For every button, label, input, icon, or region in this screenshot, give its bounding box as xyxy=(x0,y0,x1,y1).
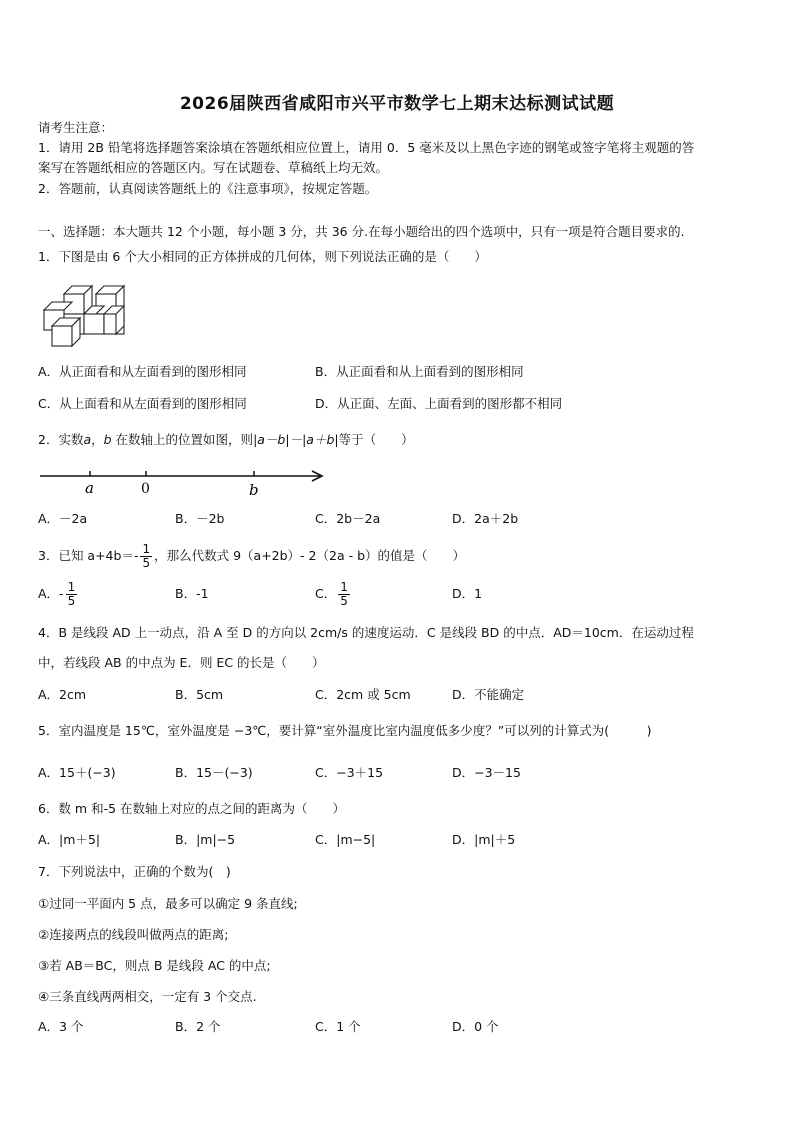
q2-option-a[interactable]: A．－2a xyxy=(38,511,88,526)
q2-option-d[interactable]: D．2a＋2b xyxy=(452,511,519,526)
q3-stem: 3．已知 a+4b＝- $\frac{1}{5}$ ，那么代数式 9（a+2b）- 2（2a - b）的值是（ ） xyxy=(38,542,465,570)
q2-stem: 2．实数a，b 在数轴上的位置如图，则|a－b|－|a＋b|等于（ ） xyxy=(38,432,414,447)
q4-option-a[interactable]: A．2cm xyxy=(38,687,87,702)
q2-option-b[interactable]: B．－2b xyxy=(175,511,225,526)
q7-option-d[interactable]: D．0 个 xyxy=(452,1019,499,1034)
q7-stem: 7．下列说法中，正确的个数为( ) xyxy=(38,864,231,879)
q2-option-c[interactable]: C．2b－2a xyxy=(315,511,381,526)
q3-option-d[interactable]: D．1 xyxy=(452,586,483,601)
q6-option-d[interactable]: D．|m|＋5 xyxy=(452,832,516,847)
q1-option-c[interactable]: C．从上面看和从左面看到的图形相同 xyxy=(38,396,247,411)
q6-option-a[interactable]: A．|m＋5| xyxy=(38,832,101,847)
q7-option-c[interactable]: C．1 个 xyxy=(315,1019,361,1034)
axis-label-b: b xyxy=(249,481,259,499)
notice-item-1b: 案写在答题纸相应的答题区内。写在试题卷、草稿纸上均无效。 xyxy=(38,160,389,175)
q4-line-1: 4．B 是线段 AD 上一动点，沿 A 至 D 的方向以 2cm/s 的速度运动．C 是线段 BD 的中点．AD＝10cm．在运动过程 xyxy=(38,625,694,640)
q3-option-a[interactable]: A．- $\frac{1}{5}$ xyxy=(38,580,76,608)
q3-fraction: $\frac{1}{5}$ xyxy=(142,542,151,570)
number-line-figure xyxy=(38,466,328,500)
q1-option-b[interactable]: B．从正面看和从上面看到的图形相同 xyxy=(315,364,524,379)
section-heading: 一、选择题：本大题共 12 个小题，每小题 3 分，共 36 分.在每小题给出的四个选项中，只有一项是符合题目要求的. xyxy=(38,224,685,239)
q1-option-d[interactable]: D．从正面、左面、上面看到的图形都不相同 xyxy=(315,396,563,411)
q5-stem: 5．室内温度是 15℃，室外温度是 −3℃，要计算“室外温度比室内温度低多少度？”可以列的计算式为( ) xyxy=(38,723,652,738)
q6-option-c[interactable]: C．|m−5| xyxy=(315,832,376,847)
cube-figure xyxy=(40,278,128,354)
q7-option-b[interactable]: B．2 个 xyxy=(175,1019,221,1034)
q5-option-d[interactable]: D．−3－15 xyxy=(452,765,521,780)
q7-statement-4: ④三条直线两两相交，一定有 3 个交点. xyxy=(38,989,257,1004)
axis-label-0: 0 xyxy=(141,481,150,497)
q5-option-a[interactable]: A．15＋(−3) xyxy=(38,765,116,780)
q7-statement-2: ②连接两点的线段叫做两点的距离; xyxy=(38,927,229,942)
q6-stem: 6．数 m 和-5 在数轴上对应的点之间的距离为（ ） xyxy=(38,801,346,816)
notice-heading: 请考生注意： xyxy=(38,120,114,135)
q4-option-d[interactable]: D．不能确定 xyxy=(452,687,525,702)
page-title: 2026届陕西省咸阳市兴平市数学七上期末达标测试试题 xyxy=(179,94,615,114)
q3-option-c[interactable]: C． $\frac{1}{5}$ xyxy=(315,580,348,608)
axis-label-a: a xyxy=(85,479,94,497)
q6-option-b[interactable]: B．|m|−5 xyxy=(175,832,236,847)
q7-statement-3: ③若 AB＝BC，则点 B 是线段 AC 的中点; xyxy=(38,958,271,973)
notice-item-1a: 1．请用 2B 铅笔将选择题答案涂填在答题纸相应位置上，请用 0．5 毫米及以上黑色字迹的钢笔或签字笔将主观题的答 xyxy=(38,140,695,155)
q7-statement-1: ①过同一平面内 5 点，最多可以确定 9 条直线; xyxy=(38,896,298,911)
q4-option-b[interactable]: B．5cm xyxy=(175,687,224,702)
q4-line-2: 中，若线段 AB 的中点为 E．则 EC 的长是（ ） xyxy=(38,655,325,670)
q1-stem: 1．下图是由 6 个大小相同的正方体拼成的几何体，则下列说法正确的是（ ） xyxy=(38,249,487,264)
q1-option-a[interactable]: A．从正面看和从左面看到的图形相同 xyxy=(38,364,247,379)
q5-option-b[interactable]: B．15－(−3) xyxy=(175,765,253,780)
notice-item-2: 2．答题前，认真阅读答题纸上的《注意事项》，按规定答题。 xyxy=(38,181,378,196)
q3-option-b[interactable]: B．-1 xyxy=(175,586,209,601)
q5-option-c[interactable]: C．−3＋15 xyxy=(315,765,384,780)
q7-option-a[interactable]: A．3 个 xyxy=(38,1019,84,1034)
q4-option-c[interactable]: C．2cm 或 5cm xyxy=(315,687,411,702)
